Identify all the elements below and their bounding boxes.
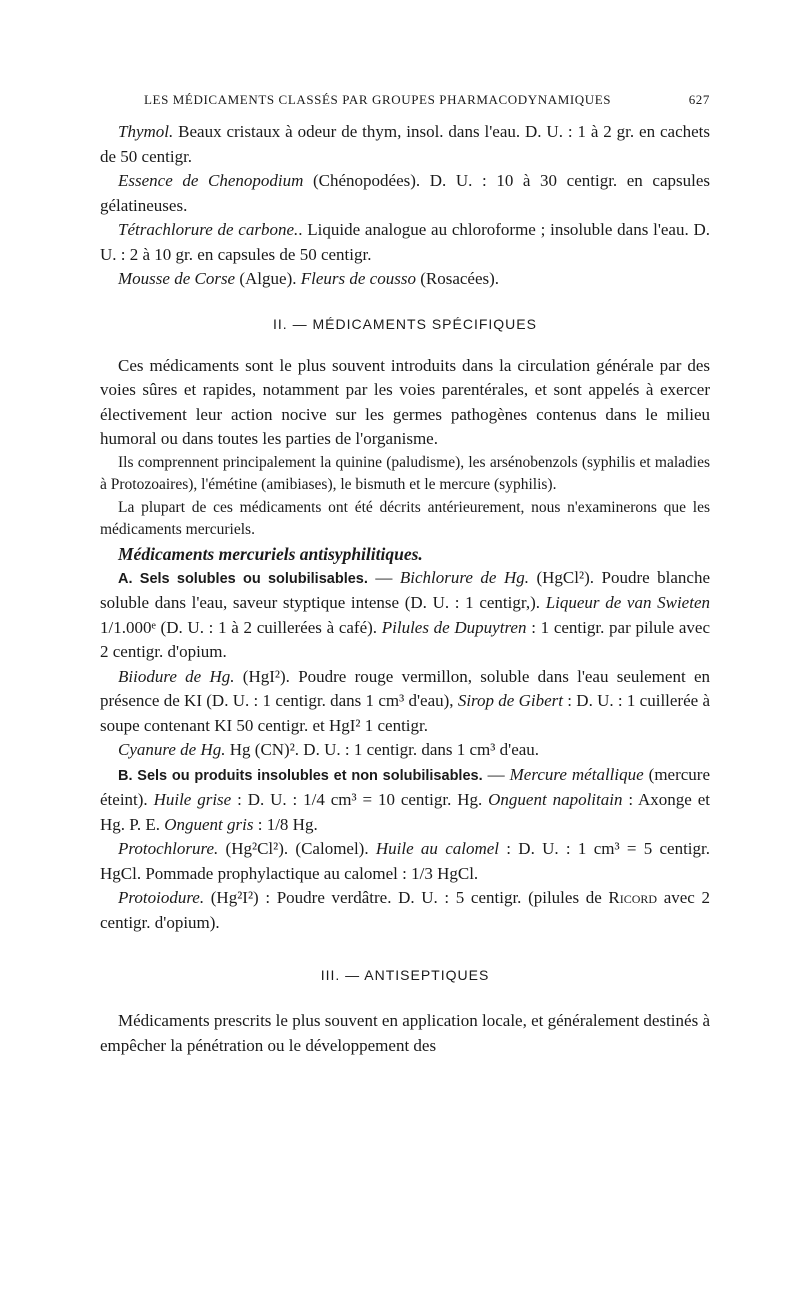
- drug-name: Onguent gris: [164, 814, 254, 834]
- group-label-b: B. Sels ou produits insolubles et non solubilisables.: [118, 767, 483, 784]
- book-page: [100, 92, 710, 1058]
- drug-name: Protochlorure.: [118, 839, 219, 858]
- page-number: 627: [688, 92, 710, 107]
- entry-chenopodium: [100, 169, 710, 218]
- entry-sels-insolubles: [100, 763, 710, 838]
- text-run: : D. U. : 1/4 cm³ = 10 centigr. Hg.: [231, 790, 489, 809]
- entry-protoiodure: [100, 886, 710, 935]
- section2-intro: Ces médicaments sont le plus souvent introduits dans la circulation générale par des voies sûres et rapides, notamment par les voies parentérales, et sont appelés à exercer électivement leur action nocive sur les germes pathogènes contenus dans le milieu humoral ou dans toutes les parties de l'organisme.: [100, 355, 710, 448]
- text-run: Hg (CN)². D. U. : 1 centigr. dans 1 cm³ d'eau.: [225, 740, 540, 759]
- text-run: 1/1.000ᵉ (D. U. : 1 à 2 cuillerées à café).: [100, 617, 382, 637]
- drug-name: Liqueur de van Swieten: [545, 593, 710, 612]
- drug-name: Sirop de Gibert: [457, 691, 564, 710]
- entry-sels-solubles: [100, 566, 710, 665]
- text-run: : D. U. : 1 cuillerée à soupe contenant KI 50 centigr. et HgI² 1 centigr.: [100, 691, 711, 735]
- drug-name: Bichlorure de Hg.: [399, 567, 529, 587]
- text-run: : Axonge et Hg. P. E.: [100, 790, 710, 834]
- text-run: : D. U. : 1 cm³ = 5 centigr. HgCl. Pommade prophylactique au calomel : 1/3 HgCl.: [100, 839, 710, 883]
- entry-text-2: (Rosacées).: [415, 269, 500, 288]
- text-run: (Hg²Cl²). (Calomel).: [218, 839, 376, 858]
- entry-mousse-de-corse: [100, 267, 710, 292]
- drug-name: Biiodure de Hg.: [118, 666, 235, 686]
- section-heading-specifiques: II. — MÉDICAMENTS SPÉCIFIQUES: [273, 315, 537, 332]
- text-run: —: [367, 567, 400, 587]
- running-head: [100, 92, 710, 108]
- section2-para3: La plupart de ces médicaments ont été décrits antérieurement, nous n'examinerons que les médicaments mercuriels.: [100, 498, 710, 538]
- section3-intro: Médicaments prescrits le plus souvent en application locale, et généralement destinés à empêcher la pénétration ou le développement des: [100, 1011, 710, 1055]
- text-run: avec 2 centigr. d'opium).: [100, 888, 710, 932]
- drug-name: Huile grise: [153, 790, 232, 809]
- drug-name: Huile au calomel: [375, 839, 500, 858]
- entry-name: Essence de Chenopodium: [118, 171, 304, 190]
- drug-name: Onguent napolitain: [488, 790, 623, 809]
- entry-text: Beaux cristaux à odeur de thym, insol. dans l'eau. D. U. : 1 à 2 gr. en cachets de 50 centigr.: [100, 122, 710, 166]
- entry-name: Mousse de Corse: [118, 269, 236, 288]
- text-run: (HgI²). Poudre rouge vermillon, soluble dans l'eau seulement en présence de KI (D. U. : 1 centigr. dans 1 cm³ d'eau),: [100, 666, 711, 710]
- entry-cyanure: [100, 738, 710, 763]
- entry-text: (Algue).: [235, 269, 301, 288]
- entry-tetrachlorure: [100, 218, 710, 267]
- text-run: —: [482, 764, 510, 784]
- text-run: (HgCl²). Poudre blanche soluble dans l'eau, saveur styptique intense (D. U. : 1 centigr,).: [100, 567, 710, 612]
- text-run: : 1 centigr. par pilule avec 2 centigr. d'opium.: [100, 617, 710, 661]
- entry-text: . Liquide analogue au chloroforme ; insoluble dans l'eau. D. U. : 2 à 10 gr. en capsules de 50 centigr.: [100, 220, 711, 264]
- text-run: (Hg²I²) : Poudre verdâtre. D. U. : 5 centigr. (pilules de: [204, 888, 609, 907]
- section2-para2: Ils comprennent principalement la quinine (paludisme), les arsénobenzols (syphilis et maladies à Protozoaires), l'émétine (amibiases), le bismuth et le mercure (syphilis).: [100, 453, 710, 493]
- group-label-a: A. Sels solubles ou solubilisables.: [118, 570, 368, 587]
- subheading-mercuriels: Médicaments mercuriels antisyphilitiques.: [118, 543, 423, 564]
- running-title: LES MÉDICAMENTS CLASSÉS PAR GROUPES PHARMACODYNAMIQUES: [144, 92, 612, 107]
- text-run: (mercure éteint).: [100, 764, 711, 809]
- entry-name-2: Fleurs de cousso: [300, 269, 416, 288]
- entry-biiodure: [100, 665, 710, 739]
- text-run: : 1/8 Hg.: [253, 814, 318, 834]
- entry-thymol: [100, 120, 710, 169]
- drug-name: Cyanure de Hg.: [118, 740, 226, 759]
- drug-name: Protoiodure.: [118, 888, 205, 907]
- entry-protochlorure: [100, 837, 710, 886]
- entry-text: (Chénopodées). D. U. : 10 à 30 centigr. en capsules gélatineuses.: [100, 171, 710, 215]
- drug-name: Mercure métallique: [509, 764, 644, 784]
- author-name: Ricord: [608, 888, 658, 907]
- drug-name: Pilules de Dupuytren: [381, 617, 527, 637]
- entry-name: Tétrachlorure de carbone.: [118, 220, 299, 239]
- entry-name: Thymol.: [118, 122, 174, 141]
- section-heading-antiseptiques: III. — ANTISEPTIQUES: [320, 967, 490, 983]
